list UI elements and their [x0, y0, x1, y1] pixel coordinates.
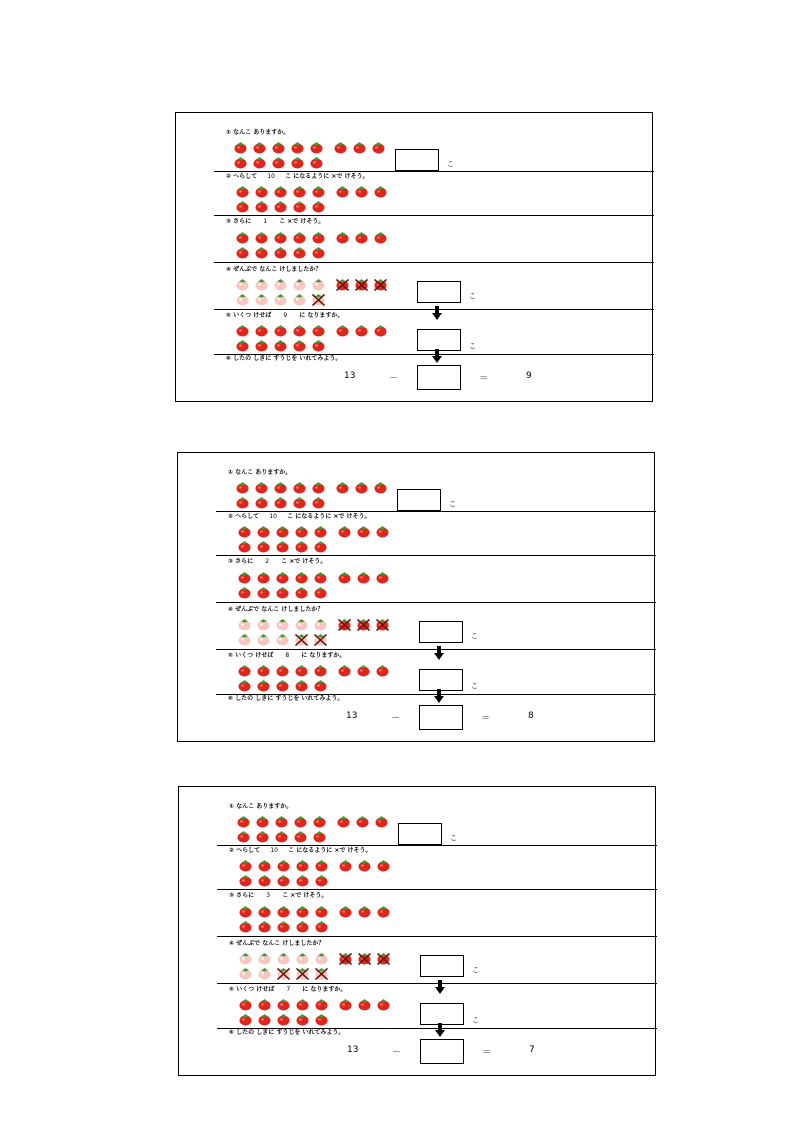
question-2-label — [228, 513, 370, 521]
equation-left-number: 13 — [346, 711, 358, 721]
down-arrow-icon — [432, 349, 442, 363]
tomato-icon — [338, 571, 351, 584]
tomato-icon — [255, 496, 268, 509]
tomato-icon — [315, 905, 328, 918]
tomato-icon — [255, 231, 268, 244]
tomato-icon — [353, 141, 366, 154]
tomato-icon — [376, 664, 389, 677]
question-2-label-pre: ② へらして — [228, 513, 260, 520]
tomato-icon — [239, 859, 252, 872]
question-3-label — [229, 892, 327, 900]
down-arrow-icon — [434, 689, 444, 703]
question-4-label: ④ ぜんぶで なんこ けしましたか？ — [226, 266, 322, 273]
crossed-tomato-icon — [295, 633, 308, 646]
tomato-icon — [274, 496, 287, 509]
tomato-icon — [295, 586, 308, 599]
equation-left-number: 13 — [344, 371, 356, 381]
tomato-icon — [238, 571, 251, 584]
tomato-icon — [295, 571, 308, 584]
question-5-label-pre: ⑤ いくつ けせば — [226, 312, 272, 319]
question-5-label-num: 7 — [286, 986, 291, 993]
tomato-icon — [277, 920, 290, 933]
answer-box-q5[interactable] — [419, 669, 463, 691]
equation-left-number: 13 — [347, 1045, 359, 1055]
tomato-icon — [258, 920, 271, 933]
answer-box-equation[interactable] — [420, 1039, 464, 1064]
tomato-icon — [255, 246, 268, 259]
question-2-label — [229, 847, 371, 855]
question-2-label-post: こ になるように ×で けそう。 — [285, 173, 369, 180]
tomato-icon — [296, 1013, 309, 1026]
question-5-label-post: に なりますか。 — [299, 312, 344, 319]
tomato-icon — [253, 156, 266, 169]
tomato-icon — [312, 246, 325, 259]
crossed-tomato-icon — [296, 967, 309, 980]
tomato-icon — [255, 324, 268, 337]
tomato-icon — [236, 324, 249, 337]
tomato-icon — [257, 540, 270, 553]
tomato-icon — [296, 998, 309, 1011]
tomato-icon — [293, 246, 306, 259]
answer-box-q5[interactable] — [420, 1003, 464, 1025]
equation-right-number: 7 — [529, 1045, 535, 1055]
tomato-icon — [357, 525, 370, 538]
question-2-label-num: 10 — [269, 513, 277, 520]
tomato-icon — [237, 815, 250, 828]
tomato-icon — [258, 859, 271, 872]
tomato-icon — [357, 664, 370, 677]
tomato-icon — [257, 679, 270, 692]
tomato-icon — [294, 815, 307, 828]
tomato-icon — [236, 496, 249, 509]
question-2-label-num: 10 — [267, 173, 275, 180]
tomato-icon — [337, 815, 350, 828]
question-2-label-pre: ② へらして — [229, 847, 261, 854]
tomato-icon — [274, 481, 287, 494]
tomato-icon — [255, 278, 268, 291]
tomato-icon — [237, 830, 250, 843]
tomato-icon — [355, 231, 368, 244]
question-3-label-post: こ ×で けそう。 — [282, 892, 328, 899]
tomato-icon — [276, 571, 289, 584]
question-2-label — [226, 173, 368, 181]
tomato-icon — [239, 874, 252, 887]
tomato-icon — [236, 278, 249, 291]
unit-label: こ — [447, 160, 454, 168]
unit-label: こ — [450, 834, 457, 842]
tomato-icon — [377, 998, 390, 1011]
tomato-icon — [276, 633, 289, 646]
question-5-label-post: に なりますか。 — [302, 986, 347, 993]
tomato-icon — [315, 998, 328, 1011]
question-2-label-post: こ になるように ×で けそう。 — [287, 513, 371, 520]
tomato-icon — [376, 571, 389, 584]
section-divider — [216, 555, 656, 556]
crossed-tomato-icon — [336, 278, 349, 291]
tomato-icon — [258, 874, 271, 887]
tomato-icon — [238, 664, 251, 677]
tomato-icon — [358, 998, 371, 1011]
tomato-icon — [339, 905, 352, 918]
equation-right-number: 9 — [526, 371, 532, 381]
tomato-icon — [355, 185, 368, 198]
tomato-icon — [277, 998, 290, 1011]
tomato-icon — [314, 525, 327, 538]
equation-minus-sign: － — [389, 374, 399, 384]
tomato-icon — [257, 664, 270, 677]
tomato-icon — [258, 952, 271, 965]
tomato-icon — [276, 679, 289, 692]
tomato-icon — [313, 815, 326, 828]
crossed-tomato-icon — [355, 278, 368, 291]
tomato-icon — [375, 815, 388, 828]
tomato-icon — [315, 1013, 328, 1026]
tomato-icon — [277, 905, 290, 918]
tomato-icon — [274, 231, 287, 244]
tomato-icon — [295, 679, 308, 692]
tomato-icon — [374, 481, 387, 494]
tomato-icon — [255, 339, 268, 352]
tomato-icon — [274, 200, 287, 213]
unit-label: こ — [469, 342, 476, 350]
tomato-icon — [239, 952, 252, 965]
tomato-icon — [275, 815, 288, 828]
equation-minus-sign: － — [392, 1048, 402, 1058]
tomato-icon — [239, 1013, 252, 1026]
tomato-icon — [238, 633, 251, 646]
equation-minus-sign: － — [391, 714, 401, 724]
tomato-icon — [257, 586, 270, 599]
tomato-icon — [312, 496, 325, 509]
section-divider — [214, 262, 654, 263]
tomato-icon — [293, 293, 306, 306]
tomato-icon — [374, 185, 387, 198]
section-divider — [216, 511, 656, 512]
tomato-icon — [314, 586, 327, 599]
tomato-icon — [236, 481, 249, 494]
tomato-icon — [274, 339, 287, 352]
worksheet — [178, 786, 656, 1076]
question-5-label-post: に なりますか。 — [301, 652, 346, 659]
tomato-icon — [276, 540, 289, 553]
tomato-icon — [257, 525, 270, 538]
unit-label: こ — [471, 632, 478, 640]
tomato-icon — [374, 231, 387, 244]
tomato-icon — [296, 859, 309, 872]
section-divider — [216, 602, 656, 603]
tomato-icon — [314, 679, 327, 692]
equation-equals-sign: ＝ — [481, 714, 491, 724]
question-5-label-pre: ⑤ いくつ けせば — [228, 652, 274, 659]
tomato-icon — [293, 278, 306, 291]
tomato-icon — [372, 141, 385, 154]
tomato-icon — [296, 905, 309, 918]
crossed-tomato-icon — [376, 618, 389, 631]
tomato-icon — [336, 185, 349, 198]
tomato-icon — [236, 339, 249, 352]
tomato-icon — [355, 324, 368, 337]
tomato-icon — [310, 141, 323, 154]
tomato-icon — [312, 481, 325, 494]
answer-box-q4[interactable] — [419, 621, 463, 643]
crossed-tomato-icon — [374, 278, 387, 291]
question-3-label — [226, 218, 324, 226]
crossed-tomato-icon — [377, 952, 390, 965]
tomato-icon — [293, 200, 306, 213]
tomato-icon — [272, 156, 285, 169]
tomato-icon — [255, 200, 268, 213]
crossed-tomato-icon — [358, 952, 371, 965]
equation-right-number: 8 — [528, 711, 534, 721]
tomato-icon — [358, 905, 371, 918]
tomato-icon — [256, 815, 269, 828]
tomato-icon — [314, 618, 327, 631]
tomato-icon — [276, 525, 289, 538]
tomato-icon — [239, 998, 252, 1011]
question-4-label: ④ ぜんぶで なんこ けしましたか？ — [228, 606, 324, 613]
answer-box-q4[interactable] — [420, 955, 464, 977]
tomato-icon — [293, 496, 306, 509]
tomato-icon — [315, 874, 328, 887]
tomato-icon — [276, 618, 289, 631]
question-1-label: ① なんこ ありますか。 — [229, 803, 293, 810]
tomato-icon — [336, 324, 349, 337]
tomato-icon — [277, 952, 290, 965]
tomato-icon — [291, 156, 304, 169]
tomato-icon — [376, 525, 389, 538]
section-divider — [214, 215, 654, 216]
tomato-icon — [272, 141, 285, 154]
tomato-icon — [296, 952, 309, 965]
unit-label: こ — [469, 292, 476, 300]
tomato-icon — [255, 481, 268, 494]
section-divider — [217, 889, 657, 890]
question-1-label: ① なんこ ありますか。 — [228, 469, 292, 476]
crossed-tomato-icon — [315, 967, 328, 980]
tomato-icon — [315, 920, 328, 933]
tomato-icon — [313, 830, 326, 843]
question-3-label-pre: ③ さらに — [228, 558, 254, 565]
section-divider — [216, 649, 656, 650]
tomato-icon — [356, 815, 369, 828]
tomato-icon — [258, 967, 271, 980]
worksheet — [177, 452, 655, 742]
question-4-label: ④ ぜんぶで なんこ けしましたか？ — [229, 940, 325, 947]
crossed-tomato-icon — [339, 952, 352, 965]
crossed-tomato-icon — [357, 618, 370, 631]
tomato-icon — [277, 859, 290, 872]
question-3-label-num: 3 — [266, 892, 271, 899]
tomato-icon — [293, 481, 306, 494]
tomato-icon — [357, 571, 370, 584]
tomato-icon — [274, 324, 287, 337]
question-6-label: ⑥ したの しきに すうじを いれてみよう。 — [229, 1029, 345, 1036]
unit-label: こ — [472, 1016, 479, 1024]
tomato-icon — [238, 618, 251, 631]
down-arrow-icon — [435, 1023, 445, 1037]
tomato-icon — [334, 141, 347, 154]
tomato-icon — [310, 156, 323, 169]
tomato-icon — [314, 664, 327, 677]
tomato-icon — [293, 324, 306, 337]
question-3-label-post: こ ×で けそう。 — [281, 558, 327, 565]
question-6-label: ⑥ したの しきに すうじを いれてみよう。 — [226, 355, 342, 362]
section-divider — [217, 983, 657, 984]
answer-box-q4[interactable] — [417, 281, 461, 303]
equation-equals-sign: ＝ — [482, 1048, 492, 1058]
question-5-label — [228, 652, 345, 660]
tomato-icon — [293, 339, 306, 352]
tomato-icon — [274, 293, 287, 306]
tomato-icon — [314, 540, 327, 553]
tomato-icon — [358, 859, 371, 872]
question-5-label — [226, 312, 343, 320]
question-2-label-num: 10 — [270, 847, 278, 854]
crossed-tomato-icon — [314, 633, 327, 646]
tomato-icon — [257, 618, 270, 631]
tomato-icon — [355, 481, 368, 494]
tomato-icon — [258, 1013, 271, 1026]
tomato-icon — [234, 141, 247, 154]
tomato-icon — [257, 571, 270, 584]
tomato-icon — [338, 525, 351, 538]
tomato-icon — [236, 293, 249, 306]
tomato-icon — [276, 586, 289, 599]
equation-equals-sign: ＝ — [479, 374, 489, 384]
tomato-icon — [315, 952, 328, 965]
tomato-icon — [295, 525, 308, 538]
tomato-icon — [293, 231, 306, 244]
tomato-icon — [296, 874, 309, 887]
tomato-icon — [236, 246, 249, 259]
section-divider — [217, 845, 657, 846]
question-3-label-num: 1 — [263, 218, 268, 225]
tomato-icon — [277, 874, 290, 887]
tomato-icon — [312, 231, 325, 244]
unit-label: こ — [449, 500, 456, 508]
tomato-icon — [377, 859, 390, 872]
tomato-icon — [257, 633, 270, 646]
tomato-icon — [312, 200, 325, 213]
tomato-icon — [236, 200, 249, 213]
tomato-icon — [256, 830, 269, 843]
tomato-icon — [315, 859, 328, 872]
tomato-icon — [239, 920, 252, 933]
question-3-label-post: こ ×で けそう。 — [279, 218, 325, 225]
worksheet — [175, 112, 653, 402]
unit-label: こ — [472, 966, 479, 974]
tomato-icon — [294, 830, 307, 843]
tomato-icon — [255, 185, 268, 198]
tomato-icon — [277, 1013, 290, 1026]
tomato-icon — [312, 185, 325, 198]
tomato-icon — [234, 156, 247, 169]
tomato-icon — [236, 231, 249, 244]
tomato-icon — [258, 905, 271, 918]
tomato-icon — [374, 324, 387, 337]
tomato-icon — [312, 339, 325, 352]
tomato-icon — [239, 967, 252, 980]
tomato-icon — [291, 141, 304, 154]
answer-box-equation[interactable] — [417, 365, 461, 390]
tomato-icon — [275, 830, 288, 843]
tomato-icon — [276, 664, 289, 677]
tomato-icon — [377, 905, 390, 918]
tomato-icon — [295, 664, 308, 677]
section-divider — [217, 936, 657, 937]
tomato-icon — [238, 679, 251, 692]
tomato-icon — [258, 998, 271, 1011]
question-3-label-pre: ③ さらに — [229, 892, 255, 899]
question-3-label-pre: ③ さらに — [226, 218, 252, 225]
crossed-tomato-icon — [277, 967, 290, 980]
section-divider — [214, 171, 654, 172]
tomato-icon — [236, 185, 249, 198]
tomato-icon — [295, 618, 308, 631]
question-6-label: ⑥ したの しきに すうじを いれてみよう。 — [228, 695, 344, 702]
unit-label: こ — [471, 682, 478, 690]
answer-box-q1[interactable] — [398, 823, 442, 845]
section-divider — [214, 309, 654, 310]
question-2-label-pre: ② へらして — [226, 173, 258, 180]
tomato-icon — [336, 481, 349, 494]
tomato-icon — [295, 540, 308, 553]
tomato-icon — [338, 664, 351, 677]
tomato-icon — [253, 141, 266, 154]
crossed-tomato-icon — [312, 293, 325, 306]
question-5-label-pre: ⑤ いくつ けせば — [229, 986, 275, 993]
tomato-icon — [312, 278, 325, 291]
question-5-label-num: 8 — [285, 652, 290, 659]
tomato-icon — [274, 185, 287, 198]
tomato-icon — [296, 920, 309, 933]
answer-box-q1[interactable] — [397, 489, 441, 511]
tomato-icon — [336, 231, 349, 244]
tomato-icon — [255, 293, 268, 306]
question-5-label — [229, 986, 346, 994]
answer-box-q1[interactable] — [395, 149, 439, 171]
tomato-icon — [238, 540, 251, 553]
question-2-label-post: こ になるように ×で けそう。 — [288, 847, 372, 854]
tomato-icon — [274, 278, 287, 291]
tomato-icon — [339, 859, 352, 872]
tomato-icon — [339, 998, 352, 1011]
answer-box-q5[interactable] — [417, 329, 461, 351]
tomato-icon — [239, 905, 252, 918]
crossed-tomato-icon — [338, 618, 351, 631]
question-5-label-num: 9 — [283, 312, 288, 319]
answer-box-equation[interactable] — [419, 705, 463, 730]
question-3-label — [228, 558, 326, 566]
tomato-icon — [274, 246, 287, 259]
tomato-icon — [238, 586, 251, 599]
question-3-label-num: 2 — [265, 558, 270, 565]
tomato-icon — [293, 185, 306, 198]
tomato-icon — [312, 324, 325, 337]
question-1-label: ① なんこ ありますか。 — [226, 129, 290, 136]
tomato-icon — [314, 571, 327, 584]
tomato-icon — [238, 525, 251, 538]
